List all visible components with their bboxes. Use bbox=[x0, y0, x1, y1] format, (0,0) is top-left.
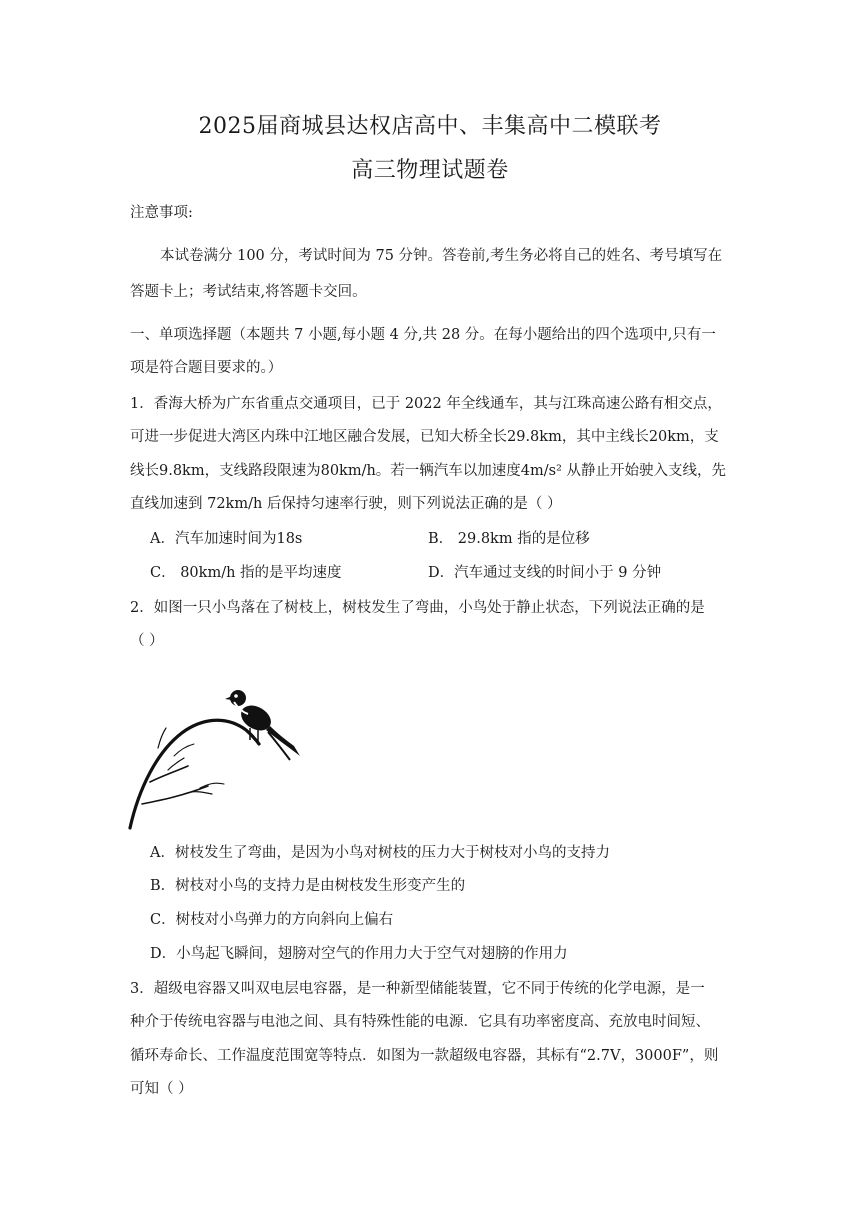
q2-option-b: B．树枝对小鸟的支持力是由树枝发生形变产生的 bbox=[150, 878, 466, 894]
notice-line-1: 本试卷满分 100 分，考试时间为 75 分钟。答卷前,考生务必将自己的姓名、考号填写在 bbox=[160, 248, 723, 264]
section-heading-line-2: 项是符合题目要求的。） bbox=[130, 360, 283, 376]
q1-option-b: B． 29.8km 指的是位移 bbox=[428, 531, 590, 547]
q1-line-3: 线长9.8km，支线路段限速为80km/h。若一辆汽车以加速度4m/s² 从静止开始驶入支线，先 bbox=[130, 463, 727, 479]
exam-title: 2025届商城县达权店高中、丰集高中二模联考 bbox=[198, 114, 662, 139]
q1-line-4: 直线加速到 72km/h 后保持匀速率行驶，则下列说法正确的是（ ） bbox=[130, 496, 562, 512]
q3-line-2: 种介于传统电容器与电池之间、具有特殊性能的电源．它具有功率密度高、充放电时间短、 bbox=[130, 1014, 710, 1030]
section-heading-line-1: 一、单项选择题（本题共 7 小题,每小题 4 分,共 28 分。在每小题给出的四个选项中,只有一 bbox=[130, 327, 716, 343]
q3-line-3: 循环寿命长、工作温度范围宽等特点．如图为一款超级电容器，其标有“2.7V，3000F”，则 bbox=[130, 1048, 719, 1064]
q2-line-1: 2．如图一只小鸟落在了树枝上，树枝发生了弯曲，小鸟处于静止状态，下列说法正确的是 bbox=[130, 600, 705, 616]
q1-option-c: C． 80km/h 指的是平均速度 bbox=[150, 565, 342, 581]
notice-heading: 注意事项: bbox=[130, 205, 193, 221]
q2-line-2: （ ） bbox=[130, 633, 164, 649]
notice-line-2: 答题卡上；考试结束,将答题卡交回。 bbox=[130, 284, 367, 300]
q1-line-2: 可进一步促进大湾区内珠中江地区融合发展，已知大桥全长29.8km，其中主线长20km，支 bbox=[130, 429, 719, 445]
q2-option-d: D．小鸟起飞瞬间，翅膀对空气的作用力大于空气对翅膀的作用力 bbox=[150, 946, 568, 962]
q1-option-a: A．汽车加速时间为18s bbox=[150, 531, 303, 547]
q1-option-d: D．汽车通过支线的时间小于 9 分钟 bbox=[428, 565, 662, 581]
exam-subtitle: 高三物理试题卷 bbox=[351, 158, 509, 183]
q2-option-a: A．树枝发生了弯曲，是因为小鸟对树枝的压力大于树枝对小鸟的支持力 bbox=[150, 845, 610, 861]
bird-on-branch-figure bbox=[128, 682, 308, 832]
q3-line-4: 可知（ ） bbox=[130, 1081, 193, 1097]
q1-line-1: 1．香海大桥为广东省重点交通项目，已于 2022 年全线通车，其与江珠高速公路有相交点， bbox=[130, 396, 722, 412]
q2-option-c: C．树枝对小鸟弹力的方向斜向上偏右 bbox=[150, 912, 394, 928]
q3-line-1: 3．超级电容器又叫双电层电容器，是一种新型储能装置，它不同于传统的化学电源，是一 bbox=[130, 981, 705, 997]
